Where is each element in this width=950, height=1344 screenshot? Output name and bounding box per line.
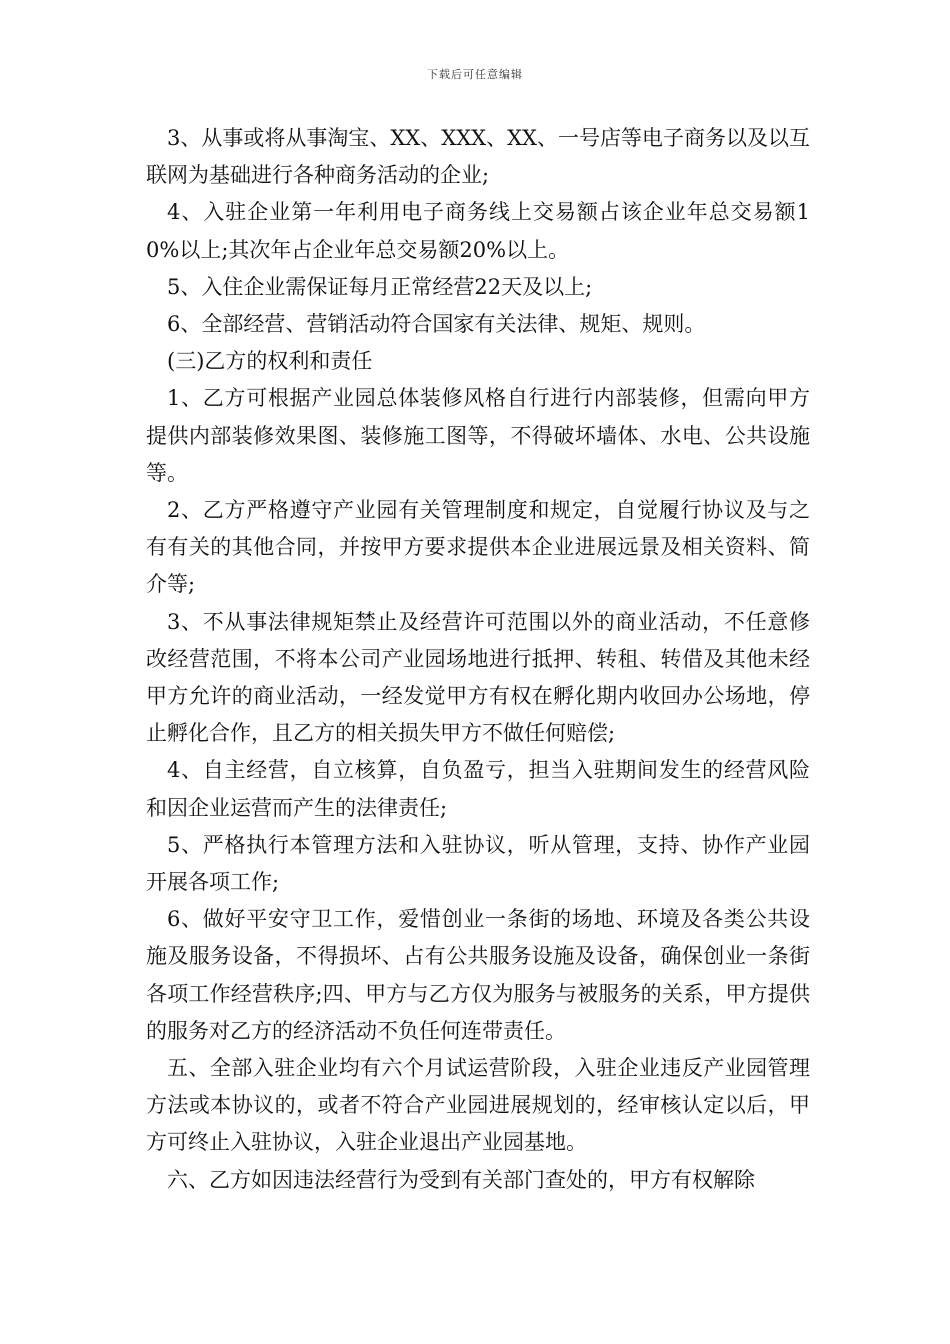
paragraph-requirement-3: 3、从事或将从事淘宝、XX、XXX、XX、一号店等电子商务以及以互联网为基础进行各种商务活动的企业;	[146, 126, 811, 188]
paragraph-requirement-5: 5、入住企业需保证每月正常经营22天及以上;	[167, 274, 593, 299]
page-header: 下载后可任意编辑	[427, 68, 523, 81]
paragraph-party-b-4: 4、自主经营，自立核算，自负盈亏，担当入驻期间发生的经营风险和因企业运营而产生的法律责任;	[146, 758, 810, 820]
paragraph-party-b-3: 3、不从事法律规矩禁止及经营许可范围以外的商业活动，不任意修改经营范围，不将本公司产业园场地进行抵押、转租、转借及其他未经甲方允许的商业活动，一经发觉甲方有权在孵化期内收回办公场地，停止孵化合作，且乙方的相关损失甲方不做任何赔偿;	[146, 609, 810, 746]
document-body	[146, 120, 810, 1199]
paragraph-party-b-1: 1、乙方可根据产业园总体装修风格自行进行内部装修，但需向甲方提供内部装修效果图、装修施工图等，不得破坏墙体、水电、公共设施等。	[146, 386, 810, 485]
paragraph-section-5: 五、全部入驻企业均有六个月试运营阶段，入驻企业违反产业园管理方法或本协议的，或者不符合产业园进展规划的，经审核认定以后，甲方可终止入驻协议，入驻企业退出产业园基地。	[146, 1056, 810, 1155]
paragraph-requirement-4: 4、入驻企业第一年利用电子商务线上交易额占该企业年总交易额10%以上;其次年占企业年总交易额20%以上。	[146, 200, 810, 262]
paragraph-requirement-6: 6、全部经营、营销活动符合国家有关法律、规矩、规则。	[167, 312, 706, 337]
paragraph-party-b-5: 5、严格执行本管理方法和入驻协议，听从管理，支持、协作产业园开展各项工作;	[146, 832, 810, 895]
paragraph-party-b-2: 2、乙方严格遵守产业园有关管理制度和规定，自觉履行协议及与之有有关的其他合同，并按甲方要求提供本企业进展远景及相关资料、简介等;	[146, 498, 810, 597]
section-heading-party-b: (三)乙方的权利和责任	[167, 349, 373, 374]
paragraph-section-6: 六、乙方如因违法经营行为受到有关部门查处的，甲方有权解除	[167, 1167, 755, 1192]
paragraph-party-b-6: 6、做好平安守卫工作，爱惜创业一条街的场地、环境及各类公共设施及服务设备，不得损坏、占有公共服务设施及设备，确保创业一条街各项工作经营秩序;四、甲方与乙方仅为服务与被服务的关系，甲方提供的服务对乙方的经济活动不负任何连带责任。	[146, 907, 810, 1043]
